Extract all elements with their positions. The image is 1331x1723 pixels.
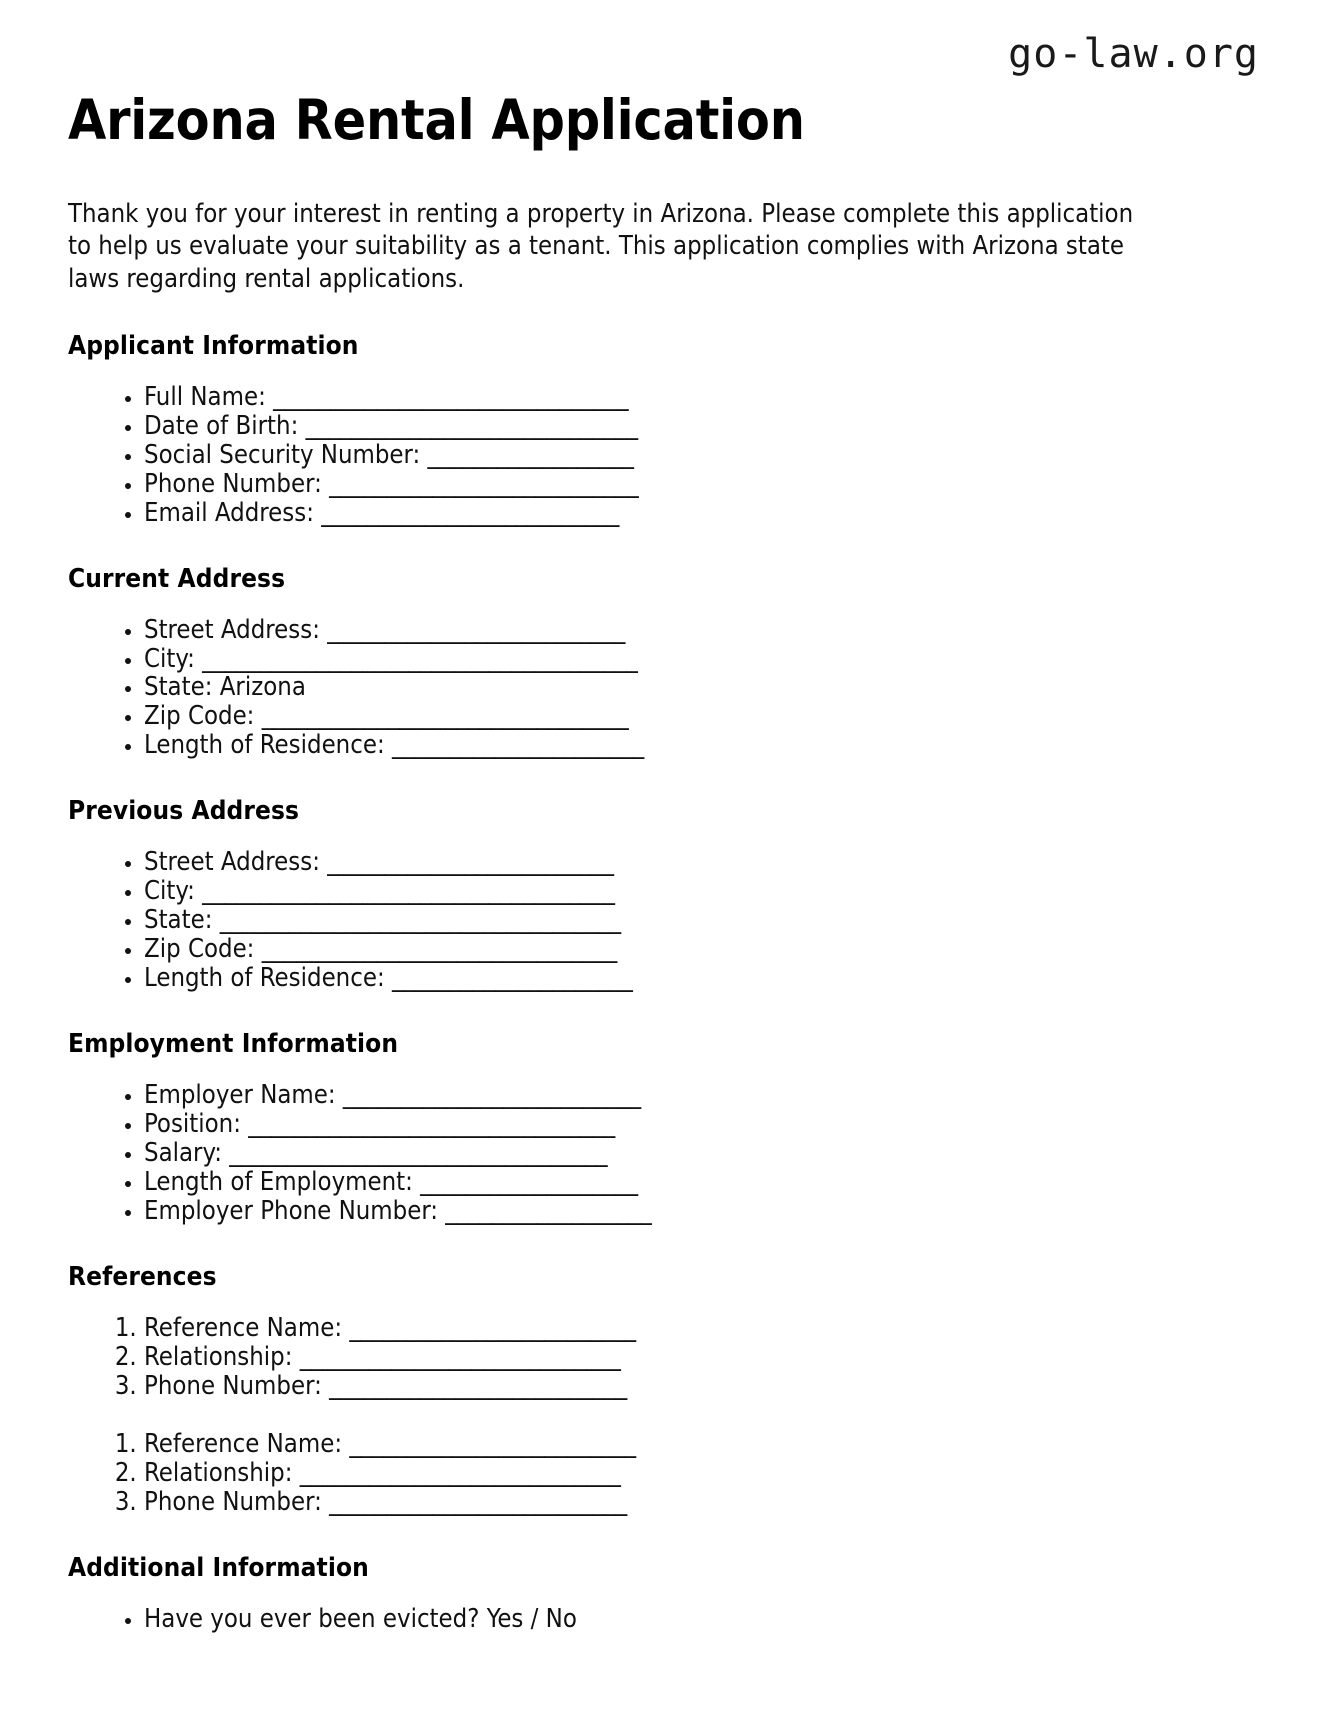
field-list-employment-information — [68, 1081, 1259, 1226]
field-item-employer-phone-number: • Employer Phone Number: __________________ — [144, 1197, 1259, 1226]
field-item-social-security-number: • Social Security Number: __________________ — [144, 441, 1259, 470]
field-item-salary: • Salary: _________________________________ — [144, 1139, 1259, 1168]
field-list-reference-two — [68, 1430, 1259, 1517]
field-list-reference-one — [68, 1314, 1259, 1401]
field-item-reference-one-name: 1. Reference Name: _________________________ — [144, 1314, 1259, 1343]
field-item-eviction-question: • Have you ever been evicted? Yes / No — [144, 1605, 1259, 1634]
field-item-position: • Position: ________________________________ — [144, 1110, 1259, 1139]
section-heading-references: References — [68, 1261, 217, 1292]
field-list-previous-address — [68, 848, 1259, 993]
section-heading-applicant-information: Applicant Information — [68, 330, 359, 361]
site-brand-logo: go-law.org — [1008, 31, 1259, 77]
field-list-additional-information — [68, 1605, 1259, 1634]
section-heading-employment-information: Employment Information — [68, 1028, 399, 1059]
intro-text: Thank you for your interest in renting a property in Arizona. Please complete this application to help us evaluate your suitability as a tenant. This application complies with Arizona state laws regarding rental applications. — [68, 198, 1134, 294]
field-item-reference-one-relationship: 2. Relationship: ____________________________ — [144, 1343, 1259, 1372]
field-item-date-of-birth: • Date of Birth: _____________________________ — [144, 412, 1259, 441]
section-heading-current-address: Current Address — [68, 563, 286, 594]
field-item-reference-two-name: 1. Reference Name: _________________________ — [144, 1430, 1259, 1459]
field-item-current-state: • State: Arizona — [144, 673, 1259, 702]
page-title: Arizona Rental Application — [68, 88, 805, 152]
field-list-current-address — [68, 616, 1259, 761]
field-item-previous-state: • State: ___________________________________ — [144, 906, 1259, 935]
field-item-current-length-of-residence: • Length of Residence: ______________________ — [144, 731, 1259, 760]
section-heading-previous-address: Previous Address — [68, 796, 300, 827]
field-item-employer-name: • Employer Name: __________________________ — [144, 1081, 1259, 1110]
field-item-full-name: • Full Name: _______________________________ — [144, 383, 1259, 412]
field-item-previous-street-address: • Street Address: _________________________ — [144, 848, 1259, 877]
field-item-current-zip-code: • Zip Code: ________________________________ — [144, 702, 1259, 731]
field-item-phone-number: • Phone Number: ___________________________ — [144, 470, 1259, 499]
field-item-reference-one-phone-number: 3. Phone Number: __________________________ — [144, 1372, 1259, 1401]
field-item-reference-two-relationship: 2. Relationship: ____________________________ — [144, 1459, 1259, 1488]
field-item-previous-zip-code: • Zip Code: _______________________________ — [144, 935, 1259, 964]
field-item-reference-two-phone-number: 3. Phone Number: __________________________ — [144, 1488, 1259, 1517]
field-item-length-of-employment: • Length of Employment: ___________________ — [144, 1168, 1259, 1197]
intro-paragraph — [68, 198, 1143, 295]
field-item-email-address: • Email Address: __________________________ — [144, 499, 1259, 528]
field-item-current-city: • City: ______________________________________ — [144, 645, 1259, 674]
field-item-previous-city: • City: ____________________________________ — [144, 877, 1259, 906]
field-item-previous-length-of-residence: • Length of Residence: _____________________ — [144, 964, 1259, 993]
field-list-applicant-information — [68, 383, 1259, 528]
brand-row — [68, 0, 1259, 92]
field-item-current-street-address: • Street Address: __________________________ — [144, 616, 1259, 645]
section-heading-additional-information: Additional Information — [68, 1553, 369, 1584]
